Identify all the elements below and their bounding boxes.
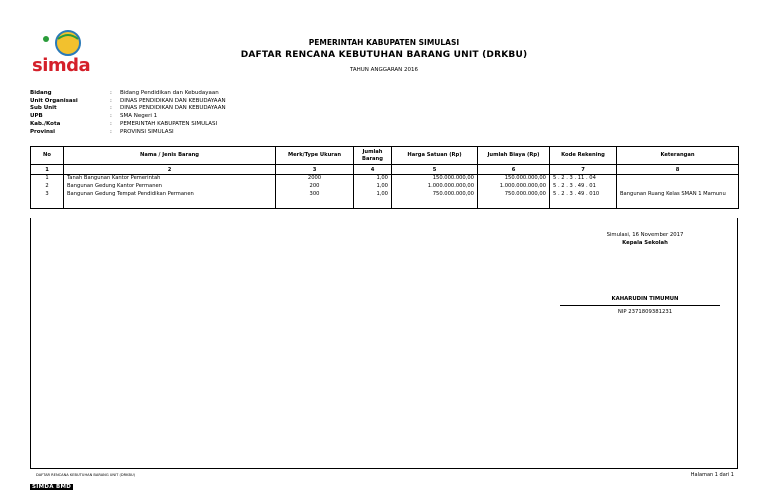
cell-unit-price: 1.000.000.000,00 bbox=[392, 183, 478, 191]
meta-row-upb bbox=[30, 113, 226, 121]
cell-notes bbox=[617, 183, 739, 191]
meta-separator: : bbox=[110, 97, 112, 104]
meta-key: Unit Organisasi bbox=[30, 97, 78, 104]
meta-row-unit-organisasi bbox=[30, 98, 226, 106]
footer-report-name: DAFTAR RENCANA KEBUTUHAN BARANG UNIT (DRKBU) bbox=[36, 473, 136, 477]
cell-item-name: Bangunan Gedung Tempat Pendidikan Permanen bbox=[64, 191, 276, 199]
column-number: 7 bbox=[550, 165, 617, 175]
meta-key: Provinsi bbox=[30, 128, 56, 135]
cell-item-name: Tanah Bangunan Kantor Pemerintah bbox=[64, 175, 276, 184]
column-number: 5 bbox=[392, 165, 478, 175]
meta-key: Sub Unit bbox=[30, 105, 57, 112]
signature-nip: NIP 2371809381231 bbox=[617, 309, 673, 315]
column-number: 8 bbox=[617, 165, 739, 175]
table-row bbox=[31, 175, 739, 184]
meta-key: Kab./Kota bbox=[30, 120, 61, 127]
signature-place-date: Simulasi, 16 November 2017 bbox=[606, 232, 684, 238]
meta-separator: : bbox=[110, 120, 112, 127]
meta-key: Bidang bbox=[30, 90, 52, 96]
cell-total-cost: 1.000.000.000,00 bbox=[478, 183, 550, 191]
signature-role: Kepala Sekolah bbox=[622, 240, 668, 246]
meta-value: SMA Negeri 1 bbox=[120, 113, 158, 120]
table-bottom-row bbox=[31, 199, 739, 209]
column-header: Keterangan bbox=[617, 147, 739, 165]
cell-no: 3 bbox=[31, 191, 64, 199]
column-header: Kode Rekening bbox=[550, 147, 617, 165]
cell-no: 1 bbox=[31, 175, 64, 184]
logo-text: simda bbox=[32, 55, 91, 76]
report-meta bbox=[30, 90, 226, 136]
table-bottom-cell bbox=[31, 199, 64, 209]
cell-item-name: Bangunan Gedung Kantor Permanen bbox=[64, 183, 276, 191]
cell-quantity: 1,00 bbox=[354, 175, 392, 184]
column-header: Nama / Jenis Barang bbox=[64, 147, 276, 165]
cell-notes bbox=[617, 175, 739, 184]
column-number: 1 bbox=[31, 165, 64, 175]
cell-no: 2 bbox=[31, 183, 64, 191]
cell-account-code: 5 . 2 . 3 . 11 . 04 bbox=[550, 175, 617, 184]
cell-unit-price: 750.000.000,00 bbox=[392, 191, 478, 199]
meta-value: DINAS PENDIDIKAN DAN KEBUDAYAAN bbox=[120, 105, 226, 112]
meta-row-provinsi bbox=[30, 129, 226, 137]
meta-separator: : bbox=[110, 113, 112, 120]
report-title: DAFTAR RENCANA KEBUTUHAN BARANG UNIT (DRKBU) bbox=[240, 50, 528, 60]
meta-separator: : bbox=[110, 128, 112, 135]
footer-page-number: Halaman 1 dari 1 bbox=[690, 472, 734, 478]
table-bottom-cell bbox=[617, 199, 739, 209]
table-bottom-cell bbox=[478, 199, 550, 209]
column-number: 6 bbox=[478, 165, 550, 175]
table-body-frame bbox=[30, 218, 738, 469]
table-row bbox=[31, 191, 739, 199]
cell-account-code: 5 . 2 . 3 . 49 . 01 bbox=[550, 183, 617, 191]
cell-unit-price: 150.000.000,00 bbox=[392, 175, 478, 184]
meta-key: UPB bbox=[30, 113, 43, 120]
footer-credit: SIMDA BMD bbox=[32, 484, 72, 490]
cell-size: 2000 bbox=[276, 175, 354, 184]
needs-table bbox=[30, 146, 739, 209]
table-header-row bbox=[31, 147, 739, 165]
cell-total-cost: 150.000.000,00 bbox=[478, 175, 550, 184]
meta-value: PROVINSI SIMULASI bbox=[120, 128, 174, 135]
cell-notes: Bangunan Ruang Kelas SMAN 1 Mamunu bbox=[617, 191, 739, 199]
column-number-row bbox=[31, 165, 739, 175]
signature-line bbox=[560, 305, 720, 306]
column-number: 2 bbox=[64, 165, 276, 175]
government-title: PEMERINTAH KABUPATEN SIMULASI bbox=[308, 38, 460, 47]
meta-row-kab-kota bbox=[30, 121, 226, 129]
meta-separator: : bbox=[110, 90, 112, 96]
budget-year: TAHUN ANGGARAN 2016 bbox=[349, 67, 419, 73]
column-number: 3 bbox=[276, 165, 354, 175]
meta-value: DINAS PENDIDIKAN DAN KEBUDAYAAN bbox=[120, 97, 226, 104]
column-header: Merk/Type Ukuran bbox=[276, 147, 354, 165]
cell-quantity: 1,00 bbox=[354, 191, 392, 199]
table-bottom-cell bbox=[392, 199, 478, 209]
column-header: No bbox=[31, 147, 64, 165]
table-bottom-cell bbox=[276, 199, 354, 209]
meta-value: PEMERINTAH KABUPATEN SIMULASI bbox=[120, 120, 218, 127]
column-number: 4 bbox=[354, 165, 392, 175]
column-header: Jumlah Biaya (Rp) bbox=[478, 147, 550, 165]
cell-quantity: 1,00 bbox=[354, 183, 392, 191]
table-row bbox=[31, 183, 739, 191]
cell-size: 200 bbox=[276, 183, 354, 191]
table-bottom-cell bbox=[550, 199, 617, 209]
table-bottom-cell bbox=[354, 199, 392, 209]
meta-value: Bidang Pendidikan dan Kebudayaan bbox=[120, 90, 219, 96]
meta-row-sub-unit bbox=[30, 105, 226, 113]
table-bottom-cell bbox=[64, 199, 276, 209]
cell-account-code: 5 . 2 . 3 . 49 . 010 bbox=[550, 191, 617, 199]
meta-row-bidang bbox=[30, 90, 226, 98]
meta-separator: : bbox=[110, 105, 112, 112]
column-header: Jumlah Barang bbox=[354, 147, 392, 165]
cell-size: 300 bbox=[276, 191, 354, 199]
signature-name: KAHARUDIN TIMUMUN bbox=[611, 296, 679, 302]
cell-total-cost: 750.000.000,00 bbox=[478, 191, 550, 199]
column-header: Harga Satuan (Rp) bbox=[392, 147, 478, 165]
